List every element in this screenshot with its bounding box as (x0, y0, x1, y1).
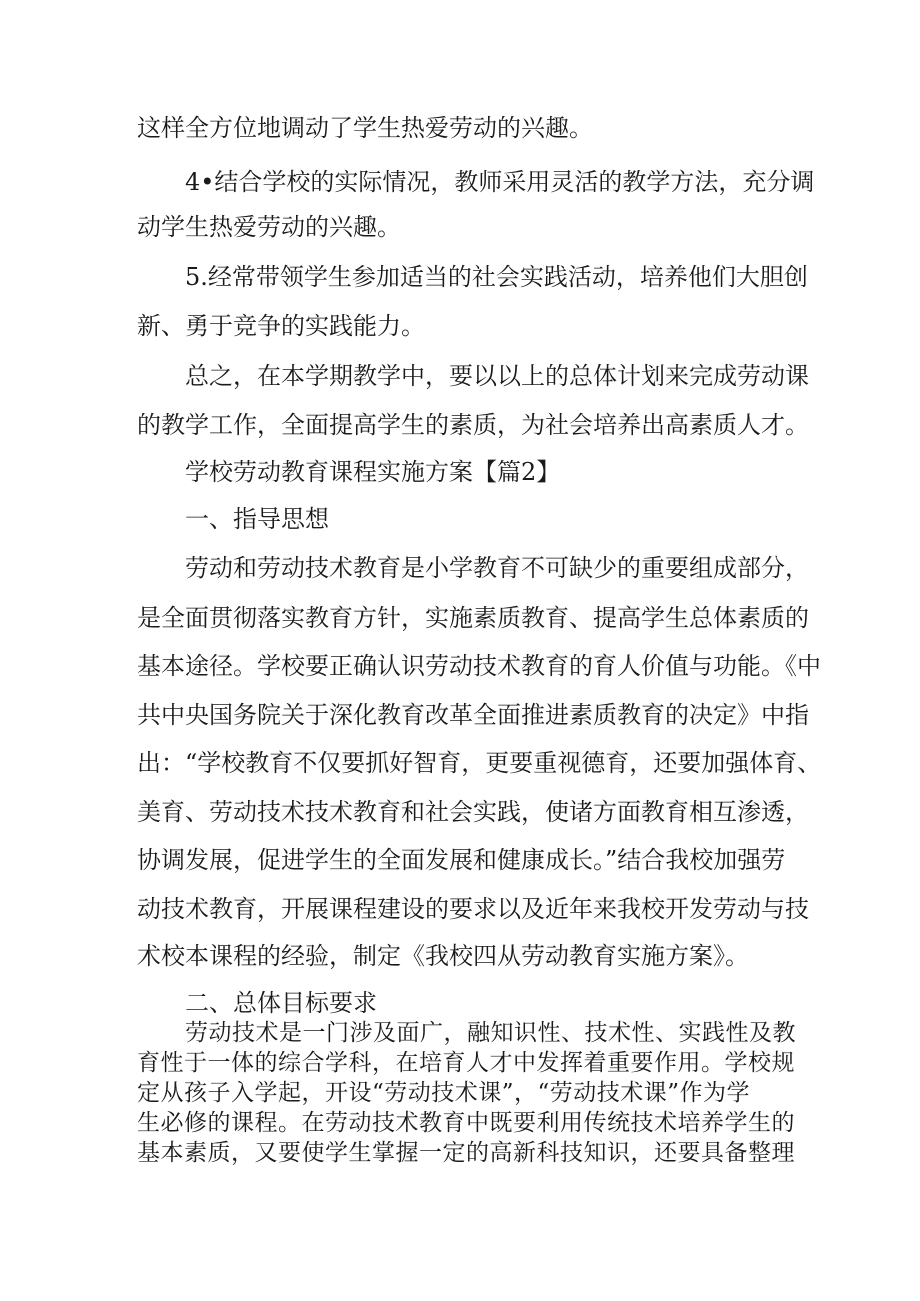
text-line-7: 的教学工作，全面提高学生的素质，为社会培养出高素质人才。 (137, 411, 809, 439)
text-line-15: 美育、劳动技术技术教育和社会实践，使诸方面教育相互渗透， (137, 798, 809, 826)
text-line-6: 总之，在本学期教学中，要以以上的总体计划来完成劳动课 (185, 362, 809, 390)
text-line-17: 动技术教育，开展课程建设的要求以及近年来我校开发劳动与技 (137, 895, 809, 923)
text-line-22: 定从孩子入学起，开设“劳动技术课”，“劳动技术课”作为学 (137, 1080, 751, 1106)
heading-guiding-thought: 一、指导思想 (185, 505, 329, 533)
text-line-16: 协调发展，促进学生的全面发展和健康成长。”结合我校加强劳 (137, 846, 786, 874)
text-line-1: 这样全方位地调动了学生热爱劳动的兴趣。 (137, 114, 593, 142)
text-line-3: 动学生热爱劳动的兴趣。 (137, 213, 401, 241)
text-line-5: 新、勇于竞争的实践能力。 (137, 312, 425, 340)
text-line-14: 出：“学校教育不仅要抓好智育，更要重视德育，还要加强体育、 (137, 749, 822, 777)
text-line-23: 生必修的课程。在劳动技术教育中既要利用传统技术培养学生的 (137, 1110, 795, 1136)
heading-overall-goals: 二、总体目标要求 (185, 989, 377, 1017)
text-line-12: 基本途径。学校要正确认识劳动技术教育的育人价值与功能。《中 (137, 652, 821, 680)
text-line-2: 4•结合学校的实际情况，教师采用灵活的教学方法，充分调 (185, 168, 815, 196)
text-line-11: 是全面贯彻落实教育方针，实施素质教育、提高学生总体素质的 (137, 604, 809, 632)
text-line-20: 劳动技术是一门涉及面广，融知识性、技术性、实践性及教 (185, 1020, 796, 1046)
section-title: 学校劳动教育课程实施方案【篇2】 (185, 458, 561, 486)
text-line-24: 基本素质，又要使学生掌握一定的高新科技知识，还要具备整理 (137, 1140, 795, 1166)
text-line-13: 共中央国务院关于深化教育改革全面推进素质教育的决定》中指 (137, 701, 809, 729)
text-line-10: 劳动和劳动技术教育是小学教育不可缺少的重要组成部分， (185, 554, 809, 582)
text-line-21: 育性于一体的综合学科，在培育人才中发挥着重要作用。学校规 (137, 1050, 795, 1076)
text-line-4: 5.经常带领学生参加适当的社会实践活动，培养他们大胆创 (185, 263, 808, 291)
text-line-18: 术校本课程的经验，制定《我校四从劳动教育实施方案》。 (137, 942, 749, 970)
